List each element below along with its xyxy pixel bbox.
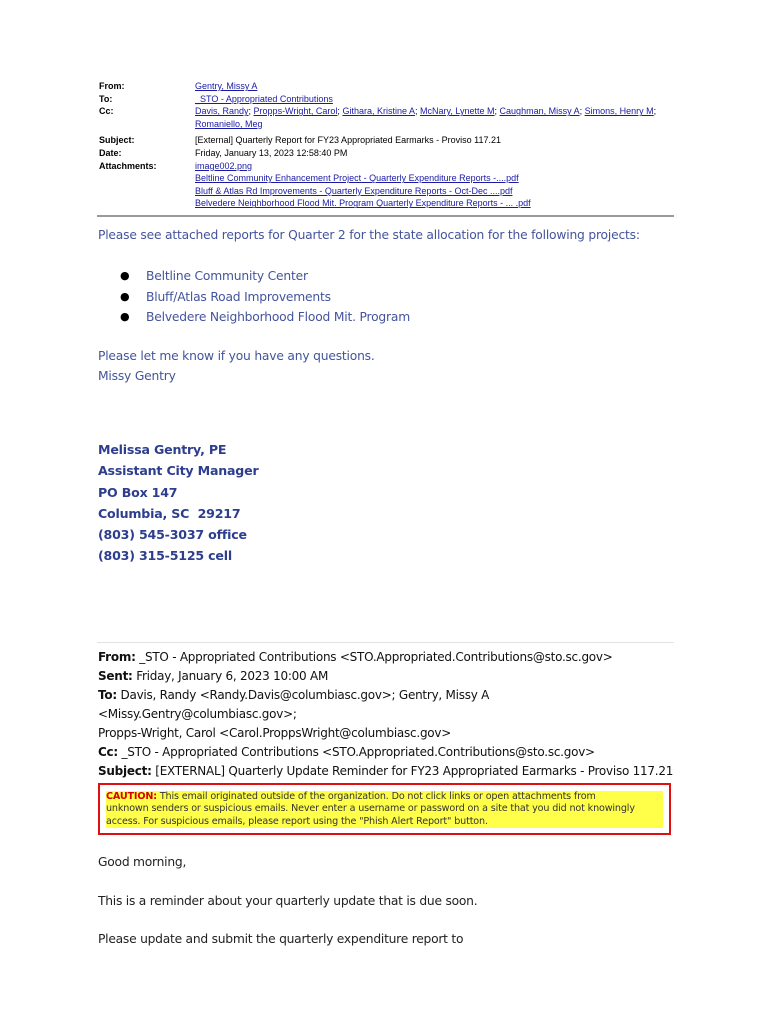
header-attachments-row [99,160,674,210]
subject-value: [External] Quarterly Report for FY23 Appropriated Earmarks - Proviso 117.21 [195,135,501,146]
fwd-from-value: _STO - Appropriated Contributions <STO.Appropriated.Contributions@sto.sc.gov> [139,650,613,664]
date-label: Date: [99,147,122,158]
fwd-to-label: To: [98,688,117,702]
subject-label: Subject: [99,135,135,146]
instruction-text: Please update and submit the quarterly expenditure report to [98,932,464,946]
fwd-cc-value: _STO - Appropriated Contributions <STO.Appropriated.Contributions@sto.sc.gov> [121,745,595,759]
forward-divider [97,642,674,643]
header-subject-row [99,134,674,147]
list-item [98,307,410,328]
cc-link[interactable]: Githara, Kristine A [342,106,415,117]
fwd-cc-label: Cc: [98,745,118,759]
signature-title: Assistant City Manager [98,463,259,479]
fwd-sent-row [98,667,678,686]
project-name: Belvedere Neighborhood Flood Mit. Program [146,310,410,324]
cc-link[interactable]: Caughman, Missy A [499,106,580,117]
cc-link[interactable]: Romaniello, Meg [195,118,263,129]
to-label: To: [99,93,113,104]
caution-line: access. For suspicious emails, please report using the "Phish Alert Report" button. [106,815,488,827]
fwd-cc-row [98,743,678,762]
header-cc-row: Cc: Davis, Randy; Propps-Wright, Carol; Githara, Kristine A; McNary, Lynette M; Caughman, Missy A; Simons, Henry M; Romaniello, Meg [99,106,657,129]
fwd-subject-row [98,762,678,781]
attachment-link[interactable]: image002.png [195,160,253,171]
project-name: Beltline Community Center [146,269,308,283]
fwd-to-row [98,686,678,724]
email-header [99,80,674,210]
header-divider [97,215,674,217]
fwd-sent-label: Sent: [98,669,133,683]
list-item [98,266,410,287]
cc-link[interactable]: Propps-Wright, Carol [253,106,338,117]
header-to-row [99,93,674,106]
fwd-from-label: From: [98,650,136,664]
fwd-to-row-continued: Propps-Wright, Carol <Carol.ProppsWright@columbiasc.gov> [98,726,452,740]
project-name: Bluff/Atlas Road Improvements [146,289,331,304]
from-link[interactable]: Gentry, Missy A [195,81,258,91]
signature-city: Columbia, SC 29217 [98,505,241,521]
cc-link[interactable]: Simons, Henry M [584,106,654,117]
from-label: From: [99,81,125,91]
cc-label: Cc: [99,106,114,117]
signature-cell-phone: (803) 315-5125 cell [98,548,232,564]
fwd-sent-value: Friday, January 6, 2023 10:00 AM [136,669,329,683]
caution-label: CAUTION: [106,791,157,802]
header-from-row [99,80,674,93]
attachment-link[interactable]: Belvedere Neighborhood Flood Mit. Program Quarterly Expenditure Reports - ... .pdf [195,198,531,209]
closing-text: Please let me know if you have any questions. [98,349,375,363]
project-list [98,266,410,328]
fwd-subject-label: Subject: [98,764,152,778]
bullet-icon: ● [120,289,130,303]
to-link[interactable]: _STO - Appropriated Contributions [195,93,333,104]
cc-link[interactable]: Davis, Randy [195,106,249,117]
header-date-row [99,147,674,160]
attachments-label: Attachments: [99,160,157,171]
date-value: Friday, January 13, 2023 12:58:40 PM [195,147,348,158]
fwd-subject-value: [EXTERNAL] Quarterly Update Reminder for FY23 Appropriated Earmarks - Proviso 117.21 [155,764,674,778]
caution-banner [98,783,671,835]
intro-text: Please see attached reports for Quarter 2 for the state allocation for the following projects: [98,228,640,242]
signature-block [98,439,258,567]
caution-line: unknown senders or suspicious emails. Never enter a username or password on a site that you did not knowingly [106,803,635,815]
fwd-from-row [98,648,678,667]
fwd-to-value: Davis, Randy <Randy.Davis@columbiasc.gov>; Gentry, Missy A <Missy.Gentry@columbiasc.gov>; [98,688,490,721]
attachment-link[interactable]: Bluff & Atlas Rd Improvements - Quarterly Expenditure Reports - Oct-Dec ....pdf [195,185,513,196]
attachment-link[interactable]: Beltline Community Enhancement Project - Quarterly Expenditure Reports -....pdf [195,173,519,184]
signature-name: Melissa Gentry, PE [98,442,227,457]
cc-link[interactable]: McNary, Lynette M [420,106,495,117]
list-item [98,287,410,308]
signature-po-box: PO Box 147 [98,484,178,500]
forwarded-header [98,648,678,781]
caution-line: This email originated outside of the organization. Do not click links or open attachments from [159,791,596,802]
reminder-text: This is a reminder about your quarterly update that is due soon. [98,894,478,908]
signature-office-phone: (803) 545-3037 office [98,527,247,543]
sender-name: Missy Gentry [98,368,176,383]
bullet-icon: ● [120,269,130,282]
closing-block [98,347,375,386]
greeting-text: Good morning, [98,855,187,869]
caution-text [106,791,663,828]
bullet-icon: ● [120,310,130,323]
